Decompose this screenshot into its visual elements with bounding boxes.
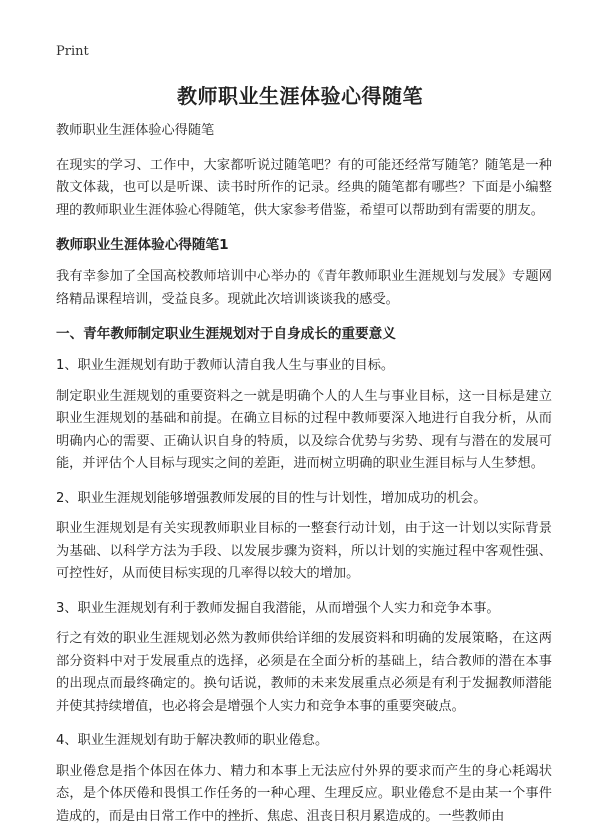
page-title: 教师职业生涯体验心得随笔 <box>177 84 423 108</box>
subtitle-paragraph: 教师职业生涯体验心得随笔 <box>56 123 215 138</box>
section-heading: 一、青年教师制定职业生涯规划对于自身成长的重要意义 <box>56 326 396 342</box>
body-paragraph: 制定职业生涯规划的重要资料之一就是明确个人的人生与事业目标，这一目标是建立职业生涯规划的基础和前提。在确立目标的过程中教师要深入地进行自我分析，从而明确内心的需要、正确认识自身的特质，以及综合优势与劣势、现有与潜在的发展可能，并评估个人目标与现实之间的差距，进而树立明确的职业生涯目标与人生梦想。 <box>56 388 552 471</box>
section-heading: 教师职业生涯体验心得随笔1 <box>56 237 229 253</box>
intro-paragraph: 在现实的学习、工作中，大家都听说过随笔吧？有的可能还经常写随笔？随笔是一种散文体裁，也可以是听课、读书时所作的记录。经典的随笔都有哪些？下面是小编整理的教师职业生涯体验心得随笔，供大家参考借鉴，希望可以帮助到有需要的朋友。 <box>56 157 552 218</box>
body-paragraph: 我有幸参加了全国高校教师培训中心举办的《青年教师职业生涯规划与发展》专题网络精品课程培训，受益良多。现就此次培训谈谈我的感受。 <box>56 269 552 307</box>
point-heading: 4、职业生涯规划有助于解决教师的职业倦怠。 <box>56 733 329 748</box>
point-heading: 3、职业生涯规划有利于教师发掘自我潜能，从而增强个人实力和竞争本事。 <box>56 600 500 616</box>
body-paragraph: 行之有效的职业生涯规划必然为教师供给详细的发展资料和明确的发展策略，在这两部分资料中对于发展重点的选择，必须是在全面分析的基础上，结合教师的潜在本事的出现点而最终确定的。换句话说，教师的未来发展重点必须是有利于发掘教师潜能并使其持续增值，也必将会是增强个人实力和竞争本事的重要突破点。 <box>56 631 552 714</box>
body-paragraph: 职业生涯规划是有关实现教师职业目标的一整套行动计划，由于这一计划以实际背景为基础、以科学方法为手段、以发展步骤为资料，所以计划的实施过程中客观性强、可控性好，从而使目标实现的几率得以较大的增加。 <box>56 521 552 581</box>
article-body <box>56 120 552 840</box>
body-paragraph: 职业倦怠是指个体因在体力、精力和本事上无法应付外界的要求而产生的身心耗竭状态，是个体厌倦和畏惧工作任务的一种心理、生理反应。职业倦怠不是由某一个事件造成的，而是由日常工作中的挫折、焦虑、沮丧日积月累造成的。一些教师由 <box>56 763 552 824</box>
point-heading: 1、职业生涯规划有助于教师认清自我人生与事业的目标。 <box>56 358 395 373</box>
print-link[interactable]: Print <box>56 44 89 59</box>
point-heading: 2、职业生涯规划能够增强教师发展的目的性与计划性，增加成功的机会。 <box>56 490 487 506</box>
